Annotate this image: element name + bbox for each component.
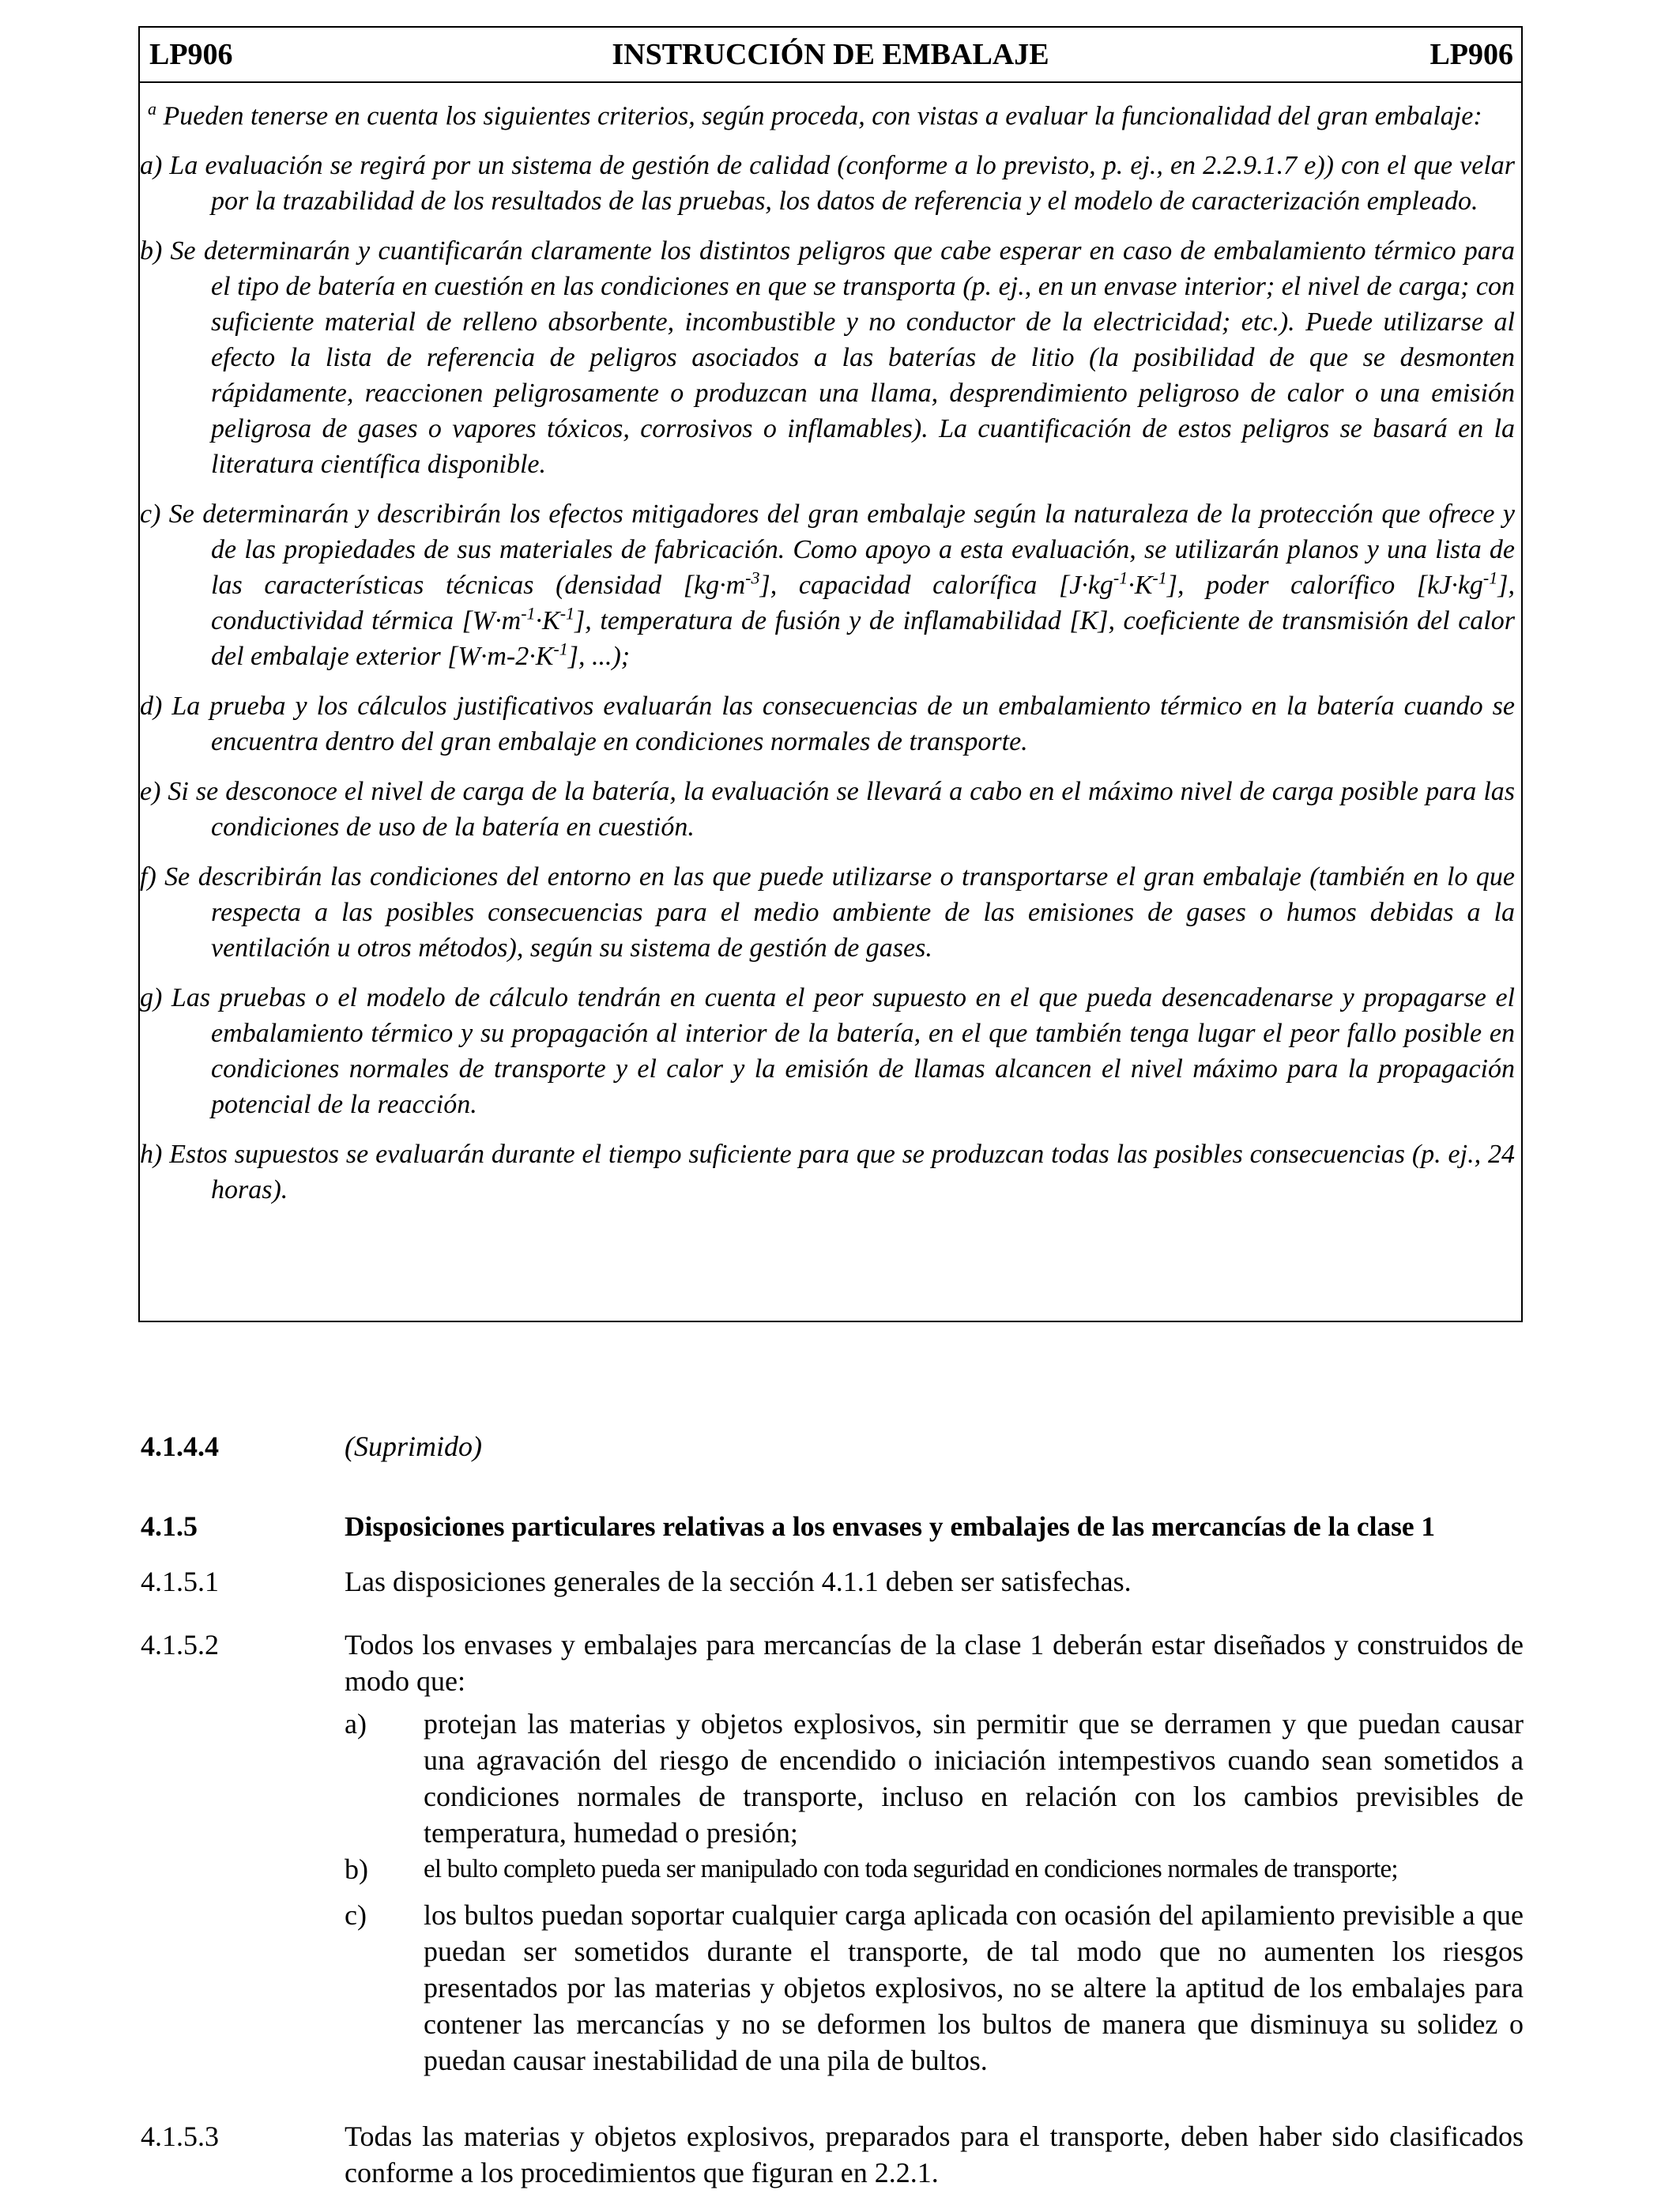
- superscript: -1: [1482, 568, 1498, 588]
- criterion-c-text: ·K: [1128, 571, 1153, 601]
- footnote-a: [148, 91, 1515, 134]
- list-item-label: a): [345, 1708, 367, 1740]
- criterion-a: a) La evaluación se regirá por un sistema de gestión de calidad (conforme a lo previsto, p. ej., en 2.2.9.1.7 e)) con el que velar por la trazabilidad de los resultados de las pruebas, los datos de referencia y el modelo de caracterización empleado.: [140, 151, 1515, 217]
- section-heading: Disposiciones particulares relativas a los envases y embalajes de las mercancías de la clase 1: [345, 1510, 1436, 1542]
- section-number: 4.1.5.3: [141, 2120, 219, 2152]
- section-number: 4.1.4.4: [141, 1431, 219, 1462]
- list-item-text: protejan las materias y objetos explosivos, sin permitir que se derramen y que puedan causar una agravación del riesgo de encendido o iniciación intempestivos cuando sean sometidos a condiciones normales de transporte, incluso en relación con los cambios previsibles de temperatura, humedad o presión;: [424, 1708, 1524, 1849]
- list-item-label: c): [345, 1899, 367, 1931]
- superscript: -1: [553, 639, 568, 659]
- criterion-c-text: ], capacidad calorífica [J·kg: [759, 571, 1113, 601]
- packing-instruction-box: [138, 26, 1523, 1322]
- criterion-g: g) Las pruebas o el modelo de cálculo tendrán en cuenta el peor supuesto en el que pueda desencadenarse y propagarse el embalamiento térmico y su propagación al interior de la batería, en el que también tenga lugar el peor fallo posible en condiciones normales de transporte y el calor y la emisión de llamas alcancen el nivel máximo para la propagación potencial de la reacción.: [140, 983, 1515, 1120]
- section-number: 4.1.5.2: [141, 1629, 219, 1661]
- instruction-code-right: LP906: [1430, 38, 1513, 71]
- superscript: -1: [1152, 568, 1167, 588]
- criterion-c: [140, 496, 1515, 674]
- list-item-text: el bulto completo pueda ser manipulado con toda seguridad en condiciones normales de transporte;: [424, 1855, 1398, 1883]
- superscript: -3: [745, 568, 760, 588]
- criterion-c-text: ], ...);: [567, 642, 631, 672]
- superscript: -1: [521, 604, 536, 624]
- section-text: Todas las materias y objetos explosivos, preparados para el transporte, deben haber sido clasificados conforme a los procedimientos que figuran en 2.2.1.: [345, 2120, 1524, 2188]
- superscript: -1: [559, 604, 575, 624]
- criterion-d: d) La prueba y los cálculos justificativos evaluarán las consecuencias de un embalamiento térmico en la batería cuando se encuentra dentro del gran embalaje en condiciones normales de transporte.: [140, 692, 1515, 757]
- list-item-text: los bultos puedan soportar cualquier carga aplicada con ocasión del apilamiento previsible a que puedan ser sometidos durante el transporte, de tal modo que no aumenten los riesgos presentados por las materias y objetos explosivos, no se altere la aptitud de los embalajes para contener las mercancías y no se deformen los bultos de manera que disminuya su solidez o puedan causar inestabilidad de una pila de bultos.: [424, 1899, 1524, 2076]
- criterion-c-text: ], temperatura de fusión y de inflamabilidad [K], coeficiente de transmisión del calor del embalaje exterior [W·m-2·K: [211, 606, 1515, 672]
- instruction-code-left: LP906: [149, 38, 233, 71]
- superscript: -1: [1113, 568, 1128, 588]
- list-item-label: b): [345, 1853, 368, 1885]
- packing-instruction-body: [140, 91, 1521, 1208]
- footnote-marker: a: [148, 99, 156, 119]
- criterion-f: f) Se describirán las condiciones del entorno en las que puede utilizarse o transportarse el gran embalaje (también en lo que respecta a las posibles consecuencias para el medio ambiente de las emisiones de gases o humos debidas a la ventilación u otros métodos), según su sistema de gestión de gases.: [140, 862, 1515, 963]
- criterion-b: b) Se determinarán y cuantificarán claramente los distintos peligros que cabe esperar en caso de embalamiento térmico para el tipo de batería en cuestión en las condiciones en que se transporta (p. ej., en un envase interior; el nivel de carga; con suficiente material de relleno absorbente, incombustible y no conductor de la electricidad; etc.). Puede utilizarse al efecto la lista de referencia de peligros asociados a las baterías de litio (la posibilidad de que se desmonten rápidamente, reaccionen peligrosamente o produzcan una llama, desprendimiento peligroso de calor o una emisión peligrosa de gases o vapores tóxicos, corrosivos o inflamables). La cuantificación de estos peligros se basará en la literatura científica disponible.: [140, 236, 1515, 480]
- criterion-c-text: ], poder calorífico [kJ·kg: [1166, 571, 1483, 601]
- section-text: (Suprimido): [345, 1431, 482, 1462]
- criterion-e: e) Si se desconoce el nivel de carga de la batería, la evaluación se llevará a cabo en el máximo nivel de carga posible para las condiciones de uso de la batería en cuestión.: [140, 777, 1515, 843]
- criterion-h: h) Estos supuestos se evaluarán durante el tiempo suficiente para que se produzcan todas las posibles consecuencias (p. ej., 24 horas).: [140, 1140, 1515, 1205]
- criterion-c-text: c) Se determinarán y describirán los efectos mitigadores del gran embalaje según la naturaleza de la protección que ofrece y de las propiedades de sus materiales de fabricación. Como apoyo a esta evaluación, se utilizarán planos y una lista de las características técnicas (densidad [kg·m: [140, 499, 1515, 601]
- criterion-c-text: ·K: [535, 606, 560, 636]
- packing-instruction-header: [140, 28, 1521, 83]
- section-number: 4.1.5.1: [141, 1566, 219, 1597]
- section-text: Las disposiciones generales de la sección 4.1.1 deben ser satisfechas.: [345, 1566, 1132, 1597]
- instruction-title: INSTRUCCIÓN DE EMBALAJE: [612, 38, 1049, 71]
- criterion-c-text: ], conductividad térmica [W·m: [211, 571, 1515, 636]
- section-number: 4.1.5: [141, 1510, 198, 1542]
- section-text: Todos los envases y embalajes para mercancías de la clase 1 deberán estar diseñados y construidos de modo que:: [345, 1629, 1524, 1697]
- footnote-text: Pueden tenerse en cuenta los siguientes criterios, según proceda, con vistas a evaluar la funcionalidad del gran embalaje:: [163, 101, 1482, 131]
